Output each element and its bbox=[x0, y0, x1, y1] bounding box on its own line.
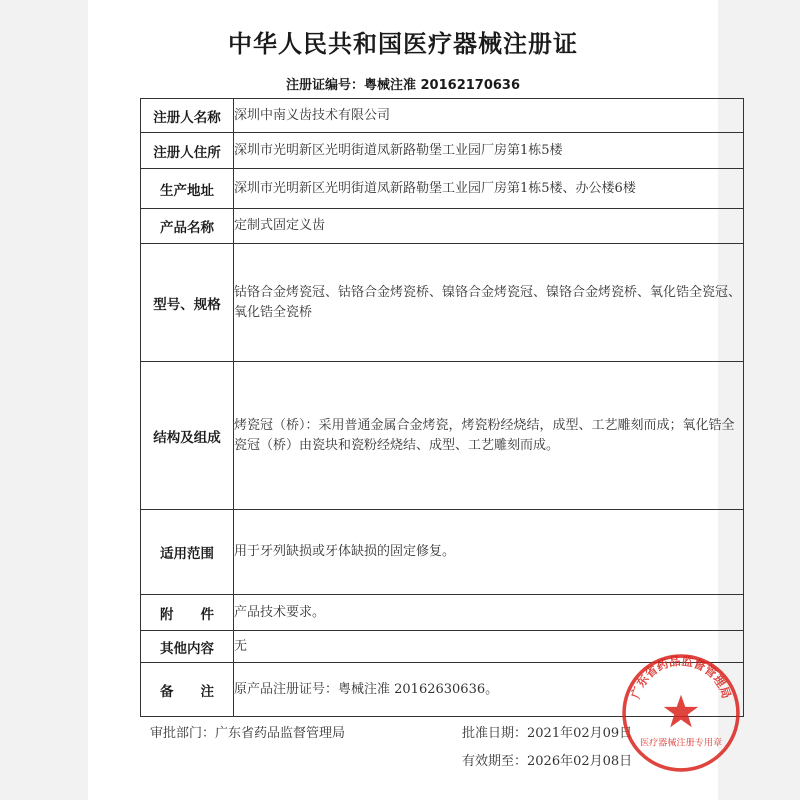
row-value-model-spec: 钴铬合金烤瓷冠、钴铬合金烤瓷桥、镍铬合金烤瓷冠、镍铬合金烤瓷桥、氧化锆全瓷冠、氧化锆全瓷桥 bbox=[234, 244, 744, 362]
approver: 审批部门：广东省药品监督管理局 bbox=[150, 726, 346, 741]
row-label-registrant-name: 注册人名称 bbox=[141, 99, 234, 133]
table-row bbox=[141, 209, 744, 244]
row-value-registrant-address: 深圳市光明新区光明街道凤新路勒堡工业园厂房第1栋5楼 bbox=[234, 133, 744, 169]
certificate-table bbox=[140, 98, 744, 717]
row-label-remarks: 备 注 bbox=[141, 663, 234, 717]
certificate-page bbox=[88, 0, 742, 800]
row-value-product-name: 定制式固定义齿 bbox=[234, 209, 744, 244]
table-row bbox=[141, 169, 744, 209]
table-row bbox=[141, 99, 744, 133]
approval-date: 批准日期：2021年02月09日 bbox=[462, 726, 633, 741]
row-value-remarks: 原产品注册证号：粤械注准 20162630636。 bbox=[234, 663, 744, 717]
page-title: 中华人民共和国医疗器械注册证 bbox=[228, 30, 578, 58]
row-label-attachment: 附 件 bbox=[141, 595, 234, 631]
row-value-scope: 用于牙列缺损或牙体缺损的固定修复。 bbox=[234, 510, 744, 595]
table-row bbox=[141, 133, 744, 169]
row-value-attachment: 产品技术要求。 bbox=[234, 595, 744, 631]
row-value-structure: 烤瓷冠（桥）：采用普通金属合金烤瓷，烤瓷粉经烧结，成型、工艺雕刻而成；氧化锆全瓷冠（桥）由瓷块和瓷粉经烧结、成型、工艺雕刻而成。 bbox=[234, 362, 744, 510]
official-seal-icon bbox=[620, 652, 742, 774]
row-label-product-name: 产品名称 bbox=[141, 209, 234, 244]
table-row bbox=[141, 510, 744, 595]
seal-subtext: 医疗器械注册专用章 bbox=[639, 738, 723, 749]
table-row bbox=[141, 244, 744, 362]
row-label-production-address: 生产地址 bbox=[141, 169, 234, 209]
registration-number: 注册证编号：粤械注准 20162170636 bbox=[285, 78, 521, 93]
row-value-other: 无 bbox=[234, 631, 744, 663]
svg-text:广东省药品监督管理局 bbox=[628, 654, 733, 701]
row-label-scope: 适用范围 bbox=[141, 510, 234, 595]
row-label-structure: 结构及组成 bbox=[141, 362, 234, 510]
row-label-model-spec: 型号、规格 bbox=[141, 244, 234, 362]
row-label-other: 其他内容 bbox=[141, 631, 234, 663]
row-value-production-address: 深圳市光明新区光明街道凤新路勒堡工业园厂房第1栋5楼、办公楼6楼 bbox=[234, 169, 744, 209]
row-value-registrant-name: 深圳中南义齿技术有限公司 bbox=[234, 99, 744, 133]
seal-arc-text: 广东省药品监督管理局 bbox=[628, 653, 734, 701]
valid-until: 有效期至：2026年02月08日 bbox=[462, 754, 633, 769]
row-label-registrant-address: 注册人住所 bbox=[141, 133, 234, 169]
table-row bbox=[141, 362, 744, 510]
table-row bbox=[141, 595, 744, 631]
